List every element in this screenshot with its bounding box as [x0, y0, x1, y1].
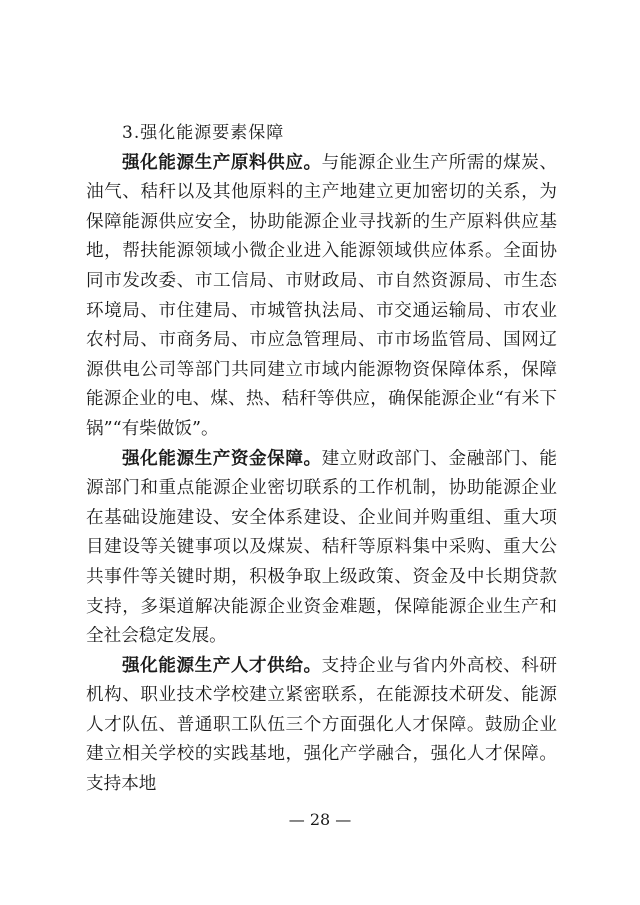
- paragraph-text: 支持企业与省内外高校、科研机构、职业技术学校建立紧密联系，在能源技术研发、能源人才队伍、普通职工队伍三个方面强化人才保障。鼓励企业建立相关学校的实践基地，强化产学融合，强化人才保障。支持本地: [86, 655, 557, 795]
- paragraph-funding: [86, 445, 557, 652]
- paragraph-raw-materials: [86, 149, 557, 445]
- paragraph-text: 建立财政部门、金融部门、能源部门和重点能源企业密切联系的工作机制，协助能源企业在基础设施建设、安全体系建设、企业间并购重组、重大项目建设等关键事项以及煤炭、秸秆等原料集中采购、重大公共事件等关键时期，积极争取上级政策、资金及中长期贷款支持，多渠道解决能源企业资金难题，保障能源企业生产和全社会稳定发展。: [86, 448, 557, 647]
- paragraph-lead: 强化能源生产原料供应。: [122, 152, 322, 173]
- page-number: — 28 —: [288, 810, 352, 829]
- document-body: [86, 119, 557, 800]
- paragraph-lead: 强化能源生产资金保障。: [122, 448, 322, 469]
- section-heading: 3.强化能源要素保障: [122, 123, 285, 143]
- paragraph-lead: 强化能源生产人才供给。: [122, 655, 322, 676]
- paragraph-talent: [86, 652, 557, 800]
- paragraph-text: 与能源企业生产所需的煤炭、油气、秸秆以及其他原料的主产地建立更加密切的关系，为保障能源供应安全，协助能源企业寻找新的生产原料供应基地，帮扶能源领域小微企业进入能源领域供应体系。全面协同市发改委、市工信局、市财政局、市自然资源局、市生态环境局、市住建局、市城管执法局、市交通运输局、市农业农村局、市商务局、市应急管理局、市市场监管局、国网辽源供电公司等部门共同建立市域内能源物资保障体系，保障能源企业的电、煤、热、秸秆等供应，确保能源企业“有米下锅”“有柴做饭”。: [86, 152, 557, 439]
